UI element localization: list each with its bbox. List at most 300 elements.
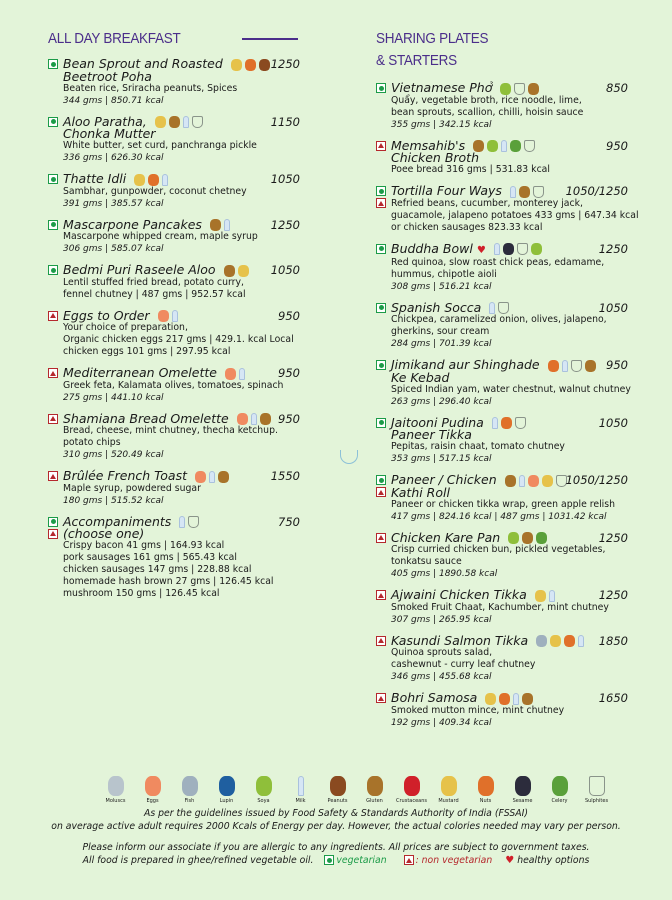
allergen-icons — [500, 83, 539, 95]
nonveg-marker-icon — [376, 693, 386, 703]
gluten-icon — [585, 360, 596, 372]
item-name-text: Buddha Bowl — [391, 240, 473, 256]
item-name — [391, 589, 628, 602]
fssai-note: As per the guidelines issued by Food Safety & Standards Authority of India (FSSAI) — [143, 808, 529, 819]
legend-label: Gluten — [366, 798, 383, 804]
sulphites-icon — [192, 116, 203, 128]
menu-item — [376, 240, 628, 293]
legend-item — [545, 776, 574, 804]
diet-markers — [48, 117, 58, 127]
item-name — [391, 429, 628, 441]
milk-icon — [179, 516, 185, 528]
menu-item — [376, 474, 628, 523]
menu-item — [376, 82, 628, 131]
item-name — [391, 484, 628, 500]
mustard-icon — [441, 776, 457, 796]
item-description: Crispy bacon 41 gms | 164.93 kcal — [63, 540, 225, 551]
legend-item — [212, 776, 241, 804]
item-name-text: Chicken Broth — [391, 150, 480, 165]
item-description: hummus, chipotle aioli — [391, 268, 497, 280]
veg-marker-icon — [48, 220, 58, 230]
legend-label: Soya — [257, 798, 270, 804]
milk-icon — [578, 635, 584, 647]
eggs-icon — [225, 368, 236, 380]
milk-icon — [513, 693, 519, 705]
sulphites-icon — [515, 417, 526, 429]
allergen-icons — [225, 368, 245, 380]
item-name-text: Ke Kebad — [391, 369, 450, 385]
milk-icon — [209, 471, 215, 483]
allergen-icons — [535, 590, 555, 602]
legend-label: Sesame — [512, 798, 533, 804]
item-nutrition: 310 gms | 520.49 kcal — [63, 450, 164, 460]
item-name-text: Paneer / Chicken — [391, 472, 497, 487]
nuts-icon — [564, 635, 575, 647]
veg-marker-icon — [376, 475, 386, 485]
item-description: tonkatsu sauce — [391, 556, 462, 567]
item-description: Chickpea, caramelized onion, olives, jalapeno, — [391, 314, 607, 325]
diet-markers — [376, 186, 386, 208]
menu-item — [376, 357, 631, 408]
celery-icon — [552, 776, 568, 796]
item-description: mushroom 150 gms | 126.45 kcal — [63, 588, 220, 599]
item-name-text: Bedmi Puri Raseele Aloo — [63, 262, 216, 277]
item-price: 950 — [278, 411, 300, 426]
item-nutrition: 275 gms | 441.10 kcal — [63, 392, 164, 403]
eggs-icon — [158, 310, 169, 322]
item-description: Refried beans, cucumber, monterey jack, — [391, 197, 583, 209]
item-name-text: Chonka Mutter — [63, 126, 156, 141]
diet-markers — [376, 303, 386, 313]
diet-markers — [48, 517, 58, 539]
legend-label: Eggs — [146, 798, 159, 804]
item-name-text: Spanish Socca — [391, 299, 482, 315]
milk-icon — [298, 776, 304, 796]
milk-icon — [510, 186, 516, 198]
milk-icon — [494, 243, 500, 255]
legend-item — [508, 776, 537, 804]
item-price: 950 — [278, 308, 300, 323]
item-description: Quinoa sprouts salad, — [391, 647, 493, 658]
item-name-text: Chicken Kare Pan — [391, 529, 501, 545]
menu-list — [48, 58, 300, 600]
item-nutrition: 307 gms | 265.95 kcal — [391, 614, 492, 625]
item-name — [391, 152, 628, 164]
item-description: Sambhar, gunpowder, coconut chetney — [63, 185, 247, 197]
item-description: cashewnut - curry leaf chutney — [391, 659, 536, 670]
item-name — [63, 307, 300, 323]
peanuts-icon — [259, 59, 270, 71]
item-description: guacamole, jalapeno potatoes 433 gms | 647.34 kcal — [391, 209, 639, 221]
bowl-icon — [340, 450, 358, 464]
item-description: Mascarpone whipped cream, maple syrup — [63, 231, 258, 242]
diet-markers — [376, 418, 386, 428]
item-price: 1150 — [270, 114, 300, 129]
item-nutrition: 336 gms | 626.30 kcal — [63, 153, 164, 163]
item-price: 950 — [606, 358, 628, 372]
nuts-icon — [548, 360, 559, 372]
item-name-text: Accompaniments — [63, 513, 172, 529]
item-nutrition: 391 gms | 385.57 kcal — [63, 198, 164, 209]
fish-icon — [182, 776, 198, 796]
sulphites-icon — [533, 186, 544, 198]
veg-marker-icon — [48, 117, 58, 127]
item-description: Quẩy, vegetable broth, rice noodle, lime, — [391, 94, 582, 106]
item-description: bean sprouts, scallion, chilli, hoisin sauce — [391, 106, 584, 118]
legend-item — [471, 776, 500, 804]
item-name-text: Shamiana Bread Omelette — [63, 410, 229, 426]
item-nutrition: 344 gms | 850.71 kcal — [63, 95, 164, 106]
sesame-icon — [503, 243, 514, 255]
allergen-icons — [494, 243, 542, 255]
milk-icon — [239, 368, 245, 380]
item-description: chicken eggs 101 gms | 297.95 kcal — [63, 346, 231, 357]
item-price: 1850 — [598, 633, 628, 648]
allergen-icons — [508, 532, 547, 544]
diet-markers — [48, 311, 58, 321]
nonveg-marker-icon — [376, 636, 386, 646]
item-name — [63, 470, 300, 483]
diet-markers — [48, 220, 58, 230]
item-description: homemade hash brown 27 gms | 126.45 kcal — [63, 576, 274, 587]
item-description: Paneer or chicken tikka wrap, green apple relish — [391, 498, 616, 510]
diet-markers — [376, 141, 386, 151]
item-name-text: Bean Sprout and Roasted — [63, 56, 223, 71]
item-price: 1050 — [270, 172, 300, 186]
nuts-icon — [148, 174, 159, 186]
allergen-icons — [195, 471, 229, 483]
item-name-text: Mascarpone Pancakes — [63, 216, 202, 232]
gluten-icon — [519, 186, 530, 198]
allergen-icons — [134, 174, 168, 186]
legend-label: Fish — [184, 798, 195, 804]
diet-markers — [48, 414, 58, 424]
item-price: 1250 — [598, 588, 628, 602]
milk-icon — [501, 140, 507, 152]
veg-marker-icon — [48, 265, 58, 275]
item-nutrition: 284 gms | 701.39 kcal — [391, 339, 492, 349]
nuts-icon — [499, 693, 510, 705]
veg-marker-icon — [376, 360, 386, 370]
diet-markers — [376, 636, 386, 646]
heart-icon: ♥ — [476, 244, 486, 256]
diet-markers — [376, 693, 386, 703]
menu-item — [48, 173, 300, 210]
item-price: 1050 — [270, 263, 300, 277]
item-name-text: Mediterranean Omelette — [63, 365, 217, 380]
gluten-icon — [505, 475, 516, 487]
item-description: fennel chutney | 487 gms | 952.57 kcal — [63, 288, 246, 300]
item-description: Your choice of preparation, — [63, 322, 188, 333]
item-description: Maple syrup, powdered sugar — [63, 482, 201, 494]
nuts-icon — [245, 59, 256, 71]
veg-label: vegetarian — [336, 854, 387, 866]
item-name-text: Paneer Tikka — [391, 427, 472, 442]
legend-item — [360, 776, 389, 804]
item-name — [63, 367, 300, 380]
item-description: Spiced Indian yam, water chestnut, walnut chutney — [391, 383, 631, 395]
eggs-icon — [195, 471, 206, 483]
legend-label: Nuts — [479, 798, 492, 804]
menu-item — [376, 529, 628, 581]
gluten-icon — [218, 471, 229, 483]
diet-key — [0, 855, 672, 868]
gluten-icon — [224, 265, 235, 277]
allergen-icons — [485, 693, 533, 705]
section-heading: ALL DAY BREAKFAST — [48, 30, 181, 47]
item-description: White butter, set curd, panchranga pickle — [63, 140, 257, 151]
item-price: 1250 — [270, 217, 300, 232]
item-name — [391, 632, 628, 648]
allergen-icons — [510, 186, 544, 198]
item-name-text: Jimikand aur Shinghade — [391, 357, 540, 372]
menu-item — [376, 183, 639, 234]
allergen-icons — [536, 635, 584, 647]
allergen-icons — [548, 360, 596, 372]
nonveg-marker-icon — [48, 311, 58, 321]
veg-marker-icon — [48, 517, 58, 527]
milk-icon — [162, 174, 168, 186]
sulphites-icon — [571, 360, 582, 372]
gluten-icon — [260, 413, 271, 425]
item-name — [63, 264, 300, 277]
legend-item — [397, 776, 426, 804]
menu-item — [376, 299, 628, 351]
milk-icon — [224, 219, 230, 231]
mustard-icon — [155, 116, 166, 128]
diet-markers — [376, 244, 386, 254]
allergen-icons — [155, 116, 203, 128]
legend-label: Moluscs — [105, 798, 126, 804]
calorie-note: on average active adult requires 2000 Kcals of Energy per day. However, the actual colories needed may vary per person. — [51, 820, 621, 832]
legend-label: Celery — [551, 798, 568, 804]
molluscs-icon — [108, 776, 124, 796]
milk-icon — [549, 590, 555, 602]
milk-icon — [489, 302, 495, 314]
item-description: Pepitas, raisin chaat, tomato chutney — [391, 441, 565, 452]
gluten-icon — [210, 219, 221, 231]
diet-markers — [48, 174, 58, 184]
gluten-icon — [522, 532, 533, 544]
item-description: Bread, cheese, mint chutney, thecha ketchup. — [63, 425, 278, 436]
legend-item — [434, 776, 463, 804]
nonveg-marker-icon — [48, 414, 58, 424]
celery-icon — [536, 532, 547, 544]
mustard-icon — [550, 635, 561, 647]
mustard-icon — [485, 693, 496, 705]
item-description: Smoked mutton mince, mint chutney — [391, 704, 565, 716]
item-price: 950 — [278, 366, 300, 380]
item-price: 1050/1250 — [565, 184, 628, 198]
menu-item — [376, 632, 628, 684]
menu-item — [48, 216, 300, 256]
allergen-icons — [237, 413, 271, 425]
item-description: potato chips — [63, 437, 121, 448]
item-name-text: Memsahib's — [391, 137, 466, 153]
sulphites-icon — [517, 243, 528, 255]
item-name-text: Aloo Paratha, — [63, 113, 147, 129]
nonveg-marker-icon — [48, 368, 58, 378]
veg-marker-icon — [48, 174, 58, 184]
item-name — [63, 128, 300, 140]
menu-item — [48, 113, 300, 165]
healthy-label: healthy options — [517, 854, 590, 866]
item-description: Beaten rice, Sriracha peanuts, Spices — [63, 82, 238, 94]
gluten-icon — [522, 693, 533, 705]
gluten-icon — [367, 776, 383, 796]
nonveg-marker-icon — [48, 471, 58, 481]
heart-icon: ♥ — [505, 854, 515, 866]
soya-icon — [500, 83, 511, 95]
item-description: Smoked Fruit Chaat, Kachumber, mint chutney — [391, 601, 609, 613]
milk-icon — [492, 417, 498, 429]
item-nutrition: 308 gms | 516.21 kcal — [391, 281, 492, 292]
item-description: Red quinoa, slow roast chick peas, edamame, — [391, 256, 605, 268]
menu-item — [48, 470, 300, 507]
item-name — [63, 68, 300, 84]
item-nutrition: 353 gms | 517.15 kcal — [391, 454, 492, 464]
allergen-icons — [158, 310, 178, 322]
peanuts-icon — [330, 776, 346, 796]
legend-label: Crustaceans — [396, 798, 428, 804]
sulphites-icon — [514, 83, 525, 95]
breakfast-column — [48, 30, 300, 609]
gluten-icon — [169, 116, 180, 128]
oil-note: All food is prepared in ghee/refined vegetable oil. — [82, 854, 314, 866]
item-price: 1050/1250 — [565, 473, 628, 487]
item-nutrition: 192 gms | 409.34 kcal — [391, 717, 492, 728]
mustard-icon — [238, 265, 249, 277]
item-price: 850 — [606, 81, 628, 95]
item-price: 950 — [606, 138, 628, 153]
starters-column — [376, 30, 639, 738]
veg-marker-icon — [48, 59, 58, 69]
item-nutrition: 405 gms | 1890.58 kcal — [391, 569, 498, 579]
mustard-icon — [231, 59, 242, 71]
mustard-icon — [542, 475, 553, 487]
item-description: chicken sausages 147 gms | 228.88 kcal — [63, 564, 252, 575]
legend-label: Peanuts — [327, 798, 348, 804]
diet-markers — [48, 265, 58, 275]
item-nutrition: 263 gms | 296.40 kcal — [391, 396, 492, 407]
sulphites-icon — [589, 776, 605, 796]
crustaceans-icon — [404, 776, 420, 796]
item-price: 1250 — [598, 241, 628, 256]
eggs-icon — [145, 776, 161, 796]
section-heading-line2: & STARTERS — [376, 52, 457, 69]
item-name — [391, 82, 628, 95]
item-description: Organic chicken eggs 217 gms | 429.1. kcal Local — [63, 334, 294, 345]
item-price: 1650 — [598, 691, 628, 705]
nonveg-marker-icon — [376, 487, 386, 497]
nonveg-marker-icon — [48, 529, 58, 539]
item-name — [391, 692, 628, 705]
eggs-icon — [528, 475, 539, 487]
item-description: gherkins, sour cream — [391, 326, 490, 337]
item-price: 1050 — [598, 300, 628, 315]
allergen-icons — [473, 140, 535, 152]
item-name — [63, 173, 300, 186]
item-name — [63, 410, 300, 426]
item-nutrition: 306 gms | 585.07 kcal — [63, 244, 164, 254]
section-heading: SHARING PLATES — [376, 30, 489, 47]
legend-item — [175, 776, 204, 804]
item-description: Poee bread 316 gms | 531.83 kcal — [391, 164, 550, 175]
legend-item — [582, 776, 611, 804]
menu-item — [48, 513, 300, 601]
menu-item — [376, 692, 628, 729]
diet-markers — [48, 368, 58, 378]
item-price: 1250 — [598, 530, 628, 545]
item-nutrition: 355 gms | 342.15 kcal — [391, 119, 492, 130]
item-description: pork sausages 161 gms | 565.43 kcal — [63, 552, 237, 563]
sulphites-icon — [498, 302, 509, 314]
veg-marker-icon — [376, 303, 386, 313]
legend-item — [286, 776, 315, 804]
allergen-legend — [40, 776, 672, 804]
veg-marker-icon — [376, 83, 386, 93]
allergen-icons — [231, 59, 270, 71]
eggs-icon — [237, 413, 248, 425]
item-name-text: Brûlée French Toast — [63, 468, 187, 483]
nonveg-marker-icon — [376, 533, 386, 543]
sesame-icon — [515, 776, 531, 796]
legend-label: Mustard — [438, 798, 459, 804]
veg-marker-icon — [376, 186, 386, 196]
milk-icon — [562, 360, 568, 372]
diet-markers — [48, 471, 58, 481]
item-name-text: Tortilla Four Ways — [391, 183, 502, 198]
item-price: 1250 — [270, 57, 300, 71]
item-nutrition: 417 gms | 824.16 kcal | 487 gms | 1031.42 kcal — [391, 511, 607, 522]
heading-divider — [242, 38, 298, 40]
item-nutrition: 180 gms | 515.52 kcal — [63, 495, 164, 506]
item-name — [391, 369, 628, 385]
allergen-icons — [179, 516, 199, 528]
item-name-text: (choose one) — [63, 526, 145, 541]
legend-item — [138, 776, 167, 804]
fish-icon — [536, 635, 547, 647]
item-name — [391, 240, 628, 257]
menu-item — [376, 137, 628, 177]
veg-marker-icon — [376, 418, 386, 428]
menu-item — [48, 264, 300, 301]
item-name-text: Thatte Idli — [63, 171, 127, 186]
nonveg-marker-icon — [376, 141, 386, 151]
allergen-icons — [489, 302, 509, 314]
gluten-icon — [528, 83, 539, 95]
sulphites-icon — [188, 516, 199, 528]
item-name — [391, 299, 628, 315]
sulphites-icon — [524, 140, 535, 152]
diet-markers — [376, 83, 386, 93]
item-name-text: Eggs to Order — [63, 307, 150, 323]
item-description: Crisp curried chicken bun, pickled vegetables, — [391, 544, 606, 555]
allergen-icons — [210, 219, 230, 231]
allergy-note: Please inform our associate if you are allergic to any ingredients. All prices are subject to government taxes. — [82, 842, 590, 853]
diet-markers — [376, 533, 386, 543]
item-name — [63, 528, 300, 540]
allergen-icons — [492, 417, 526, 429]
nuts-icon — [501, 417, 512, 429]
item-name-text: Kathi Roll — [391, 484, 450, 500]
legend-item — [101, 776, 130, 804]
milk-icon — [183, 116, 189, 128]
item-name-text: Bohri Samosa — [391, 690, 478, 705]
legend-label: Milk — [295, 798, 306, 804]
item-price: 1550 — [270, 469, 300, 483]
menu-list — [376, 80, 639, 729]
